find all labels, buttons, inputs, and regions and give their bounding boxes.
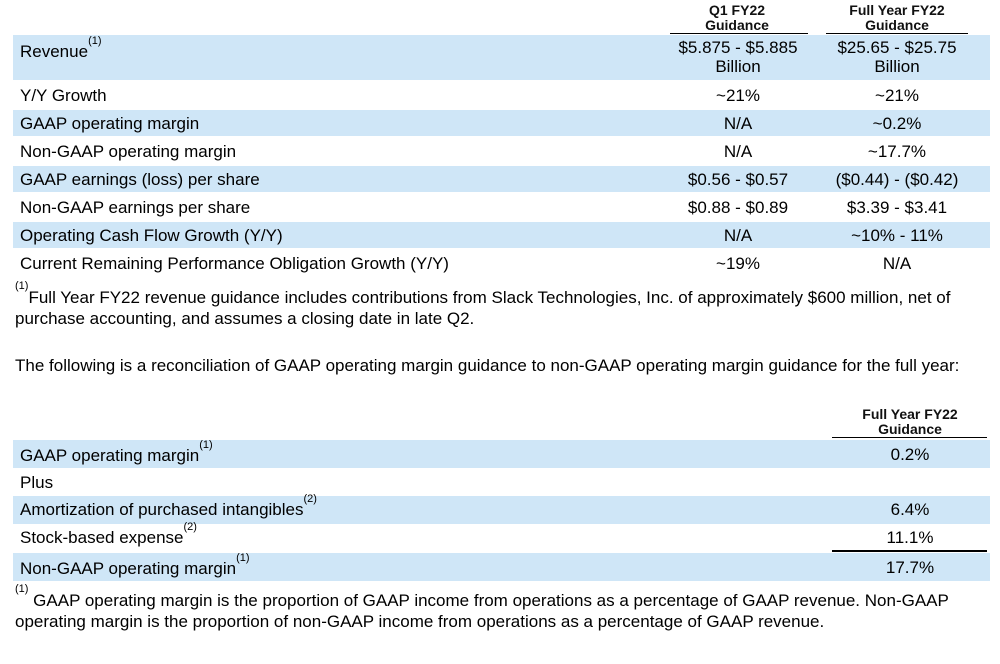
header-underline-fy: [826, 33, 968, 34]
row-label: Plus: [20, 473, 54, 492]
table-row: [13, 440, 990, 468]
row-label: GAAP operating margin: [20, 114, 200, 133]
footnote-marker: (1): [15, 280, 29, 292]
row-label: Stock-based expense: [20, 528, 184, 547]
table-row: [13, 194, 990, 220]
fy-value: ($0.44) - ($0.42): [835, 170, 959, 189]
footnote-text: GAAP operating margin is the proportion of GAAP income from operations as a percentage of GAAP revenue. Non-GAAP operating margin is the proportion of non-GAAP income from operations as a percentage of GAAP revenue.: [15, 591, 949, 631]
fy-guidance-header-2: Full Year FY22 Guidance: [862, 406, 958, 437]
footnote-marker: (1): [15, 583, 29, 595]
fy-value: N/A: [882, 254, 912, 273]
q1-guidance-header: Q1 FY22 Guidance: [705, 2, 769, 33]
footnote-text: Full Year FY22 revenue guidance includes contributions from Slack Technologies, Inc. of approximately $600 million, net of purchase accounting, and assumes a closing date in late Q2.: [15, 288, 951, 328]
footnote-ref: (2): [303, 493, 317, 505]
q1-value: N/A: [723, 114, 753, 133]
fy-value: 11.1%: [886, 528, 934, 547]
row-label: Non-GAAP earnings per share: [20, 198, 251, 217]
fy-value: 17.7%: [885, 558, 935, 577]
row-label: GAAP operating margin: [20, 446, 200, 465]
table-row: [13, 470, 990, 496]
q1-value: N/A: [723, 142, 753, 161]
table-row: [13, 110, 990, 136]
row-label: Non-GAAP operating margin: [20, 559, 237, 578]
footnote-ref: (1): [199, 439, 213, 451]
footnote-ref: (1): [88, 35, 102, 47]
fy-value: ~21%: [875, 86, 919, 105]
row-label: Revenue: [20, 42, 89, 61]
fy-value: 6.4%: [890, 500, 930, 519]
row-label: Non-GAAP operating margin: [20, 142, 237, 161]
q1-value: $0.56 - $0.57: [687, 170, 789, 189]
header-underline-q1: [670, 33, 808, 34]
fy-value: $3.39 - $3.41: [846, 198, 948, 217]
footnote-ref: (2): [183, 521, 197, 533]
q1-value: N/A: [723, 226, 753, 245]
table-row: [13, 553, 990, 581]
table-row: [13, 82, 990, 108]
footnote-ref: (1): [236, 552, 250, 564]
table-row: [13, 250, 990, 276]
row-label: Operating Cash Flow Growth (Y/Y): [20, 226, 283, 245]
table-row: [13, 166, 990, 192]
table-row: [13, 138, 990, 164]
fy-guidance-header: Full Year FY22 Guidance: [849, 2, 945, 33]
row-label: GAAP earnings (loss) per share: [20, 170, 260, 189]
table-row: [13, 35, 990, 80]
fy-value: ~0.2%: [872, 114, 922, 133]
q1-value: $5.875 - $5.885 Billion: [678, 38, 798, 76]
q1-value: $0.88 - $0.89: [687, 198, 789, 217]
revenue-footnote: [15, 280, 975, 329]
table-row: [13, 222, 990, 248]
table-row: [13, 493, 990, 524]
header-underline-2: [832, 437, 987, 438]
row-label: Y/Y Growth: [20, 86, 107, 105]
q1-value: ~19%: [716, 254, 760, 273]
row-label: Amortization of purchased intangibles: [20, 500, 304, 519]
table-row: [13, 521, 990, 551]
fy-value: 0.2%: [890, 445, 930, 464]
q1-value: ~21%: [716, 86, 760, 105]
fy-value: ~17.7%: [867, 142, 927, 161]
reconciliation-intro: The following is a reconciliation of GAAP operating margin guidance to non-GAAP operating margin guidance for the full year:: [15, 356, 960, 375]
row-label: Current Remaining Performance Obligation Growth (Y/Y): [20, 254, 449, 273]
fy-value: ~10% - 11%: [851, 226, 943, 245]
operating-margin-footnote: [15, 583, 955, 632]
total-rule: [832, 550, 987, 552]
fy-value: $25.65 - $25.75 Billion: [837, 38, 957, 76]
